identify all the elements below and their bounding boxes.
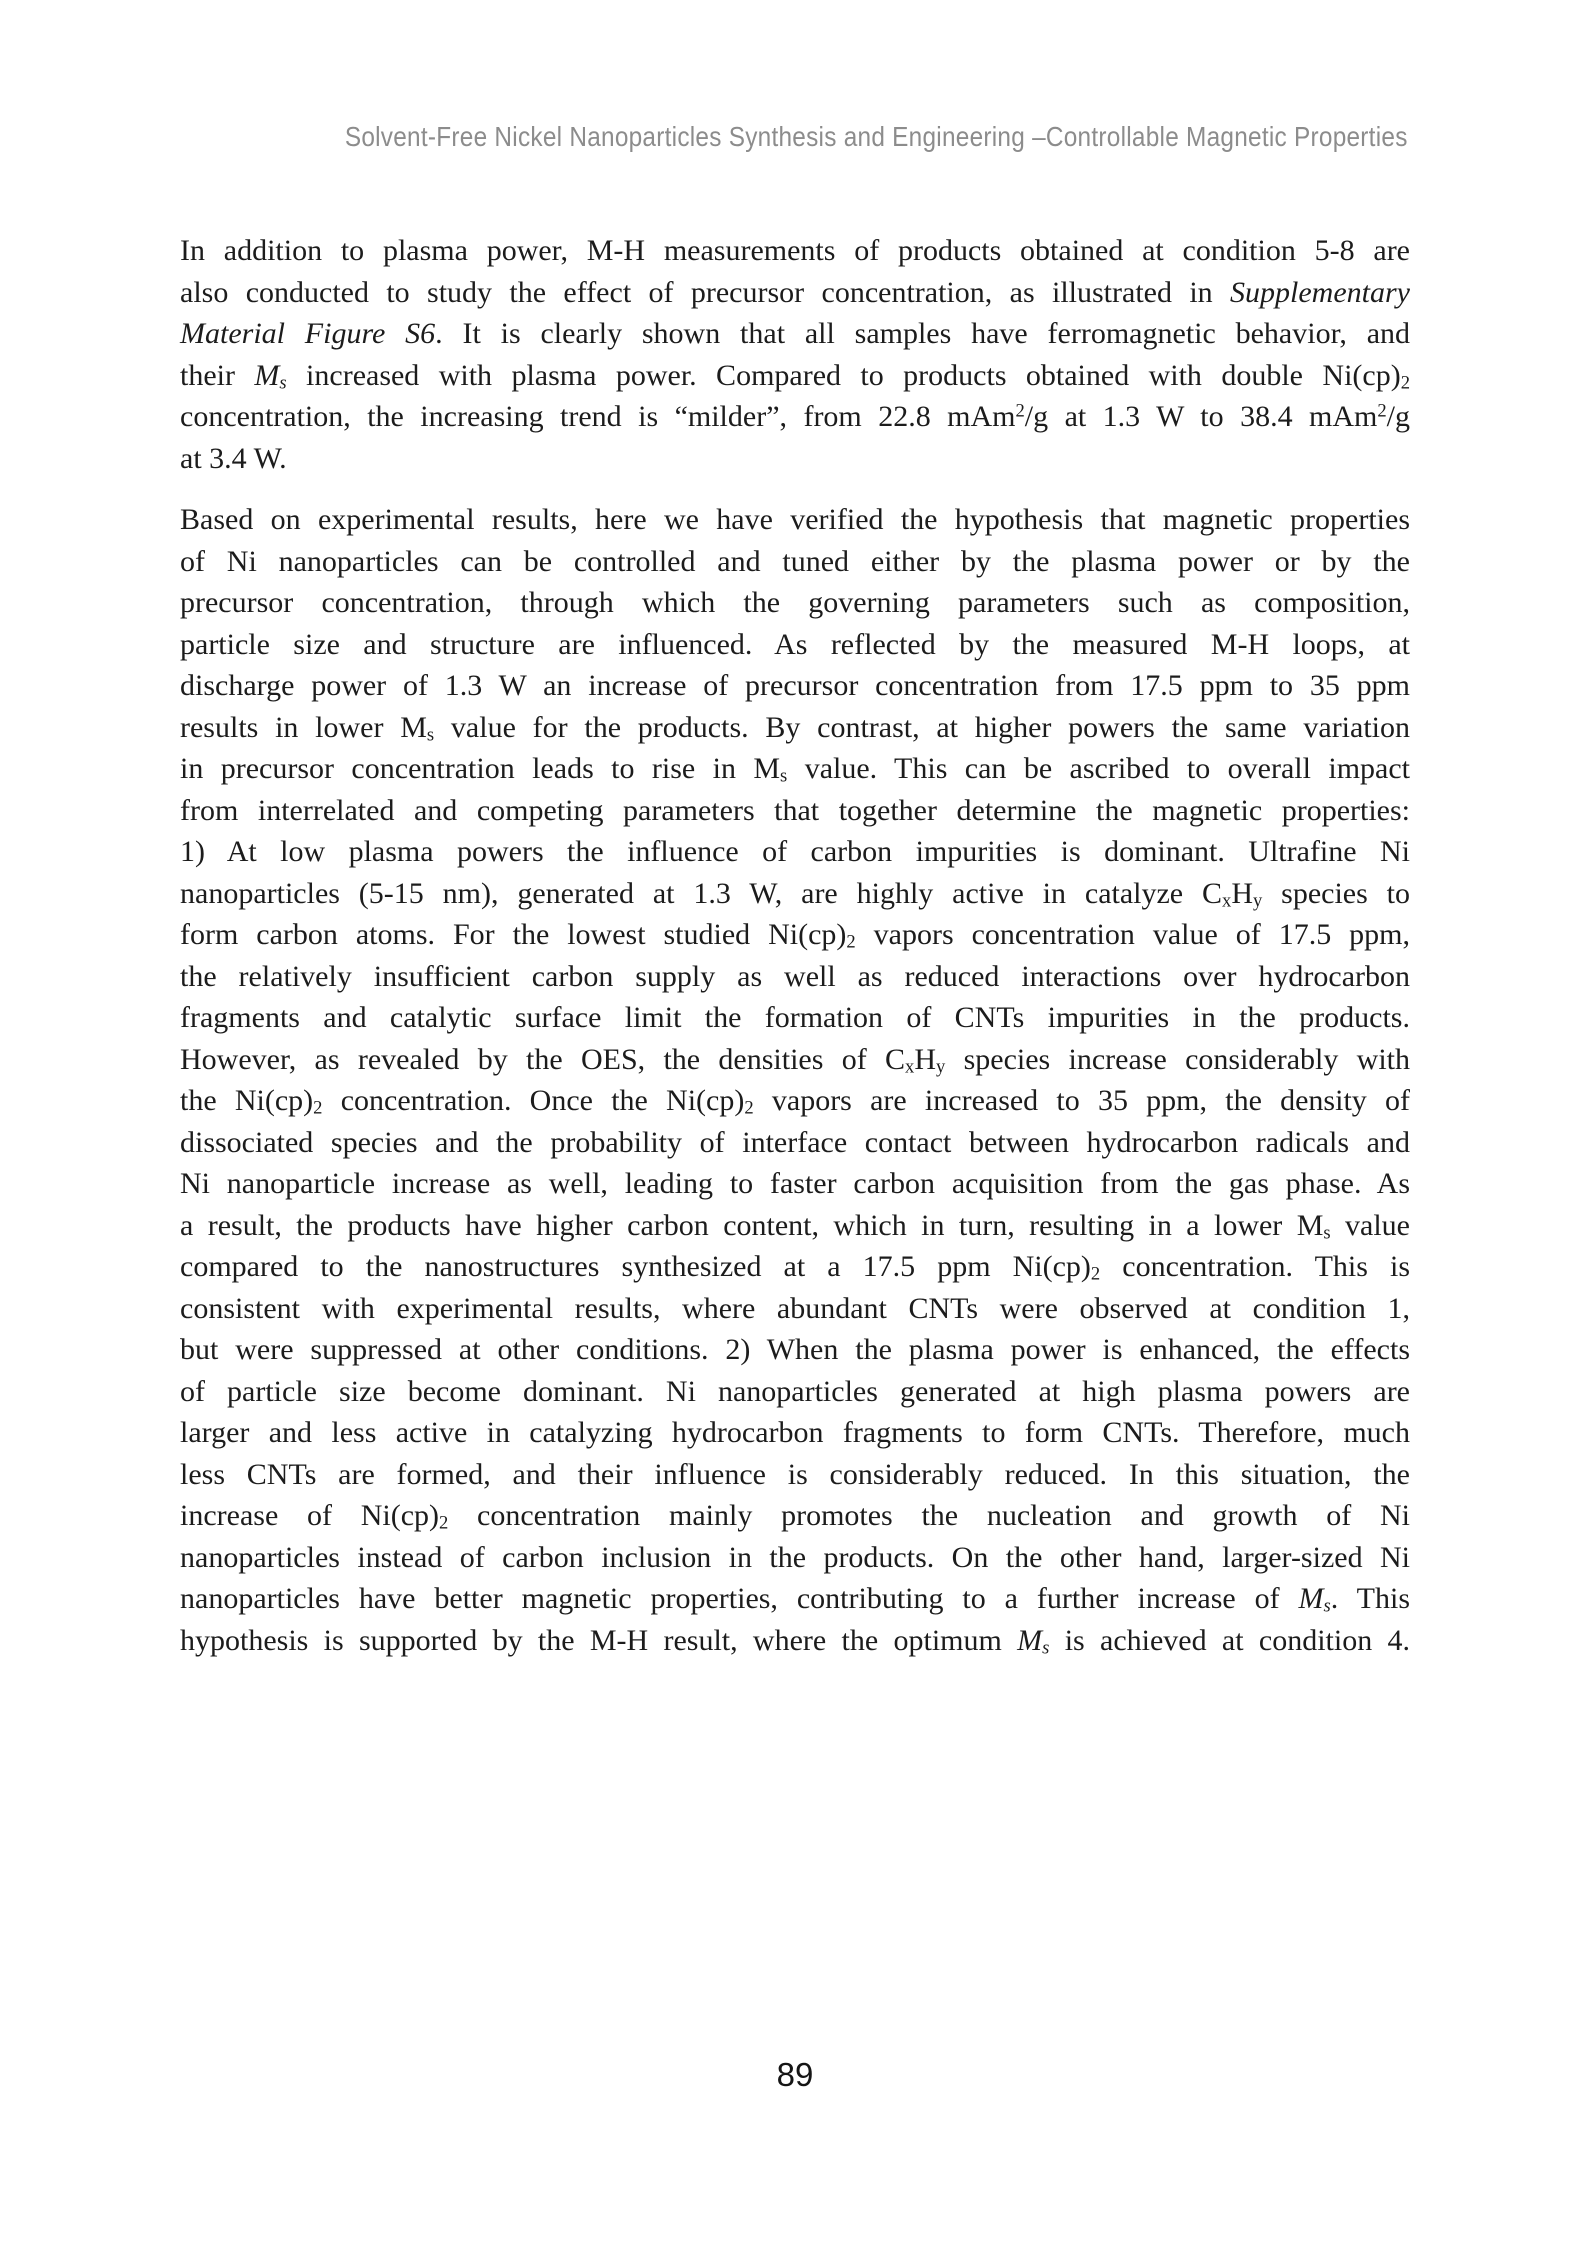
- text-line: also conducted to study the effect of precursor concentration, as illustrated in Supplementary: [180, 275, 1410, 309]
- text-line: dissociated species and the probability of interface contact between hydrocarbon radicals and: [180, 1125, 1410, 1159]
- text-line: compared to the nanostructures synthesized at a 17.5 ppm Ni(cp)2 concentration. This is: [180, 1250, 1410, 1285]
- running-header: [0, 120, 1408, 154]
- text-line: particle size and structure are influenced. As reflected by the measured M-H loops, at: [180, 627, 1410, 661]
- text-line: 1) At low plasma powers the influence of carbon impurities is dominant. Ultrafine Ni: [180, 835, 1410, 868]
- text-line: However, as revealed by the OES, the densities of CxHy species increase considerably with: [180, 1042, 1410, 1077]
- text-line: of particle size become dominant. Ni nanoparticles generated at high plasma powers are: [180, 1374, 1410, 1408]
- text-line: Material Figure S6. It is clearly shown that all samples have ferromagnetic behavior, and: [180, 317, 1411, 350]
- text-line: form carbon atoms. For the lowest studied Ni(cp)2 vapors concentration value of 17.5 ppm,: [180, 918, 1411, 953]
- text-line: less CNTs are formed, and their influence is considerably reduced. In this situation, the: [180, 1457, 1410, 1491]
- text-line: Ni nanoparticle increase as well, leading to faster carbon acquisition from the gas phase. As: [180, 1167, 1410, 1200]
- text-line: at 3.4 W.: [180, 441, 287, 475]
- text-line: concentration, the increasing trend is “milder”, from 22.8 mAm$^2$/g at 1.3 W to 38.4 mAm$^2$/g: [180, 400, 1410, 433]
- text-line: consistent with experimental results, where abundant CNTs were observed at condition 1,: [180, 1291, 1410, 1325]
- text-line: the Ni(cp)2 concentration. Once the Ni(cp)2 vapors are increased to 35 ppm, the density of: [180, 1084, 1410, 1119]
- text-line: nanoparticles have better magnetic properties, contributing to a further increase of Ms. This: [180, 1582, 1410, 1617]
- text-line: the relatively insufficient carbon supply as well as reduced interactions over hydrocarbon: [180, 959, 1410, 993]
- text-line: results in lower Ms value for the products. By contrast, at higher powers the same variation: [180, 710, 1411, 745]
- running-header-text: Solvent-Free Nickel Nanoparticles Synthesis and Engineering –Controllable Magnetic Properties: [345, 121, 1408, 152]
- text-line: in precursor concentration leads to rise in Ms value. This can be ascribed to overall impact: [180, 752, 1410, 787]
- text-line: of Ni nanoparticles can be controlled and tuned either by the plasma power or by the: [180, 544, 1410, 578]
- text-line: a result, the products have higher carbon content, which in turn, resulting in a lower Ms value: [180, 1208, 1411, 1243]
- text-line: from interrelated and competing parameters that together determine the magnetic properties:: [180, 793, 1410, 827]
- paragraph-1: [180, 230, 1410, 479]
- text-line: nanoparticles (5-15 nm), generated at 1.3 W, are highly active in catalyze CxHy species to: [180, 876, 1410, 911]
- text-line: their Ms increased with plasma power. Compared to products obtained with double Ni(cp)2: [180, 358, 1410, 393]
- text-line: In addition to plasma power, M-H measurements of products obtained at condition 5-8 are: [180, 234, 1410, 267]
- page-number: 89: [776, 2056, 814, 2093]
- text-line: precursor concentration, through which the governing parameters such as composition,: [180, 586, 1410, 619]
- paragraph-2: [180, 499, 1410, 1661]
- text-line: discharge power of 1.3 W an increase of precursor concentration from 17.5 ppm to 35 ppm: [180, 669, 1410, 702]
- text-line: nanoparticles instead of carbon inclusion in the products. On the other hand, larger-sized Ni: [180, 1540, 1410, 1574]
- text-line: larger and less active in catalyzing hydrocarbon fragments to form CNTs. Therefore, much: [180, 1416, 1410, 1449]
- text-line: but were suppressed at other conditions. 2) When the plasma power is enhanced, the effects: [180, 1333, 1410, 1366]
- body-text: [180, 230, 1410, 1661]
- text-line: fragments and catalytic surface limit the formation of CNTs impurities in the products.: [180, 1001, 1410, 1034]
- text-line: Based on experimental results, here we have verified the hypothesis that magnetic properties: [180, 503, 1410, 536]
- text-line: hypothesis is supported by the M-H result, where the optimum Ms is achieved at condition 4.: [180, 1623, 1410, 1658]
- text-line: increase of Ni(cp)2 concentration mainly promotes the nucleation and growth of Ni: [180, 1499, 1410, 1534]
